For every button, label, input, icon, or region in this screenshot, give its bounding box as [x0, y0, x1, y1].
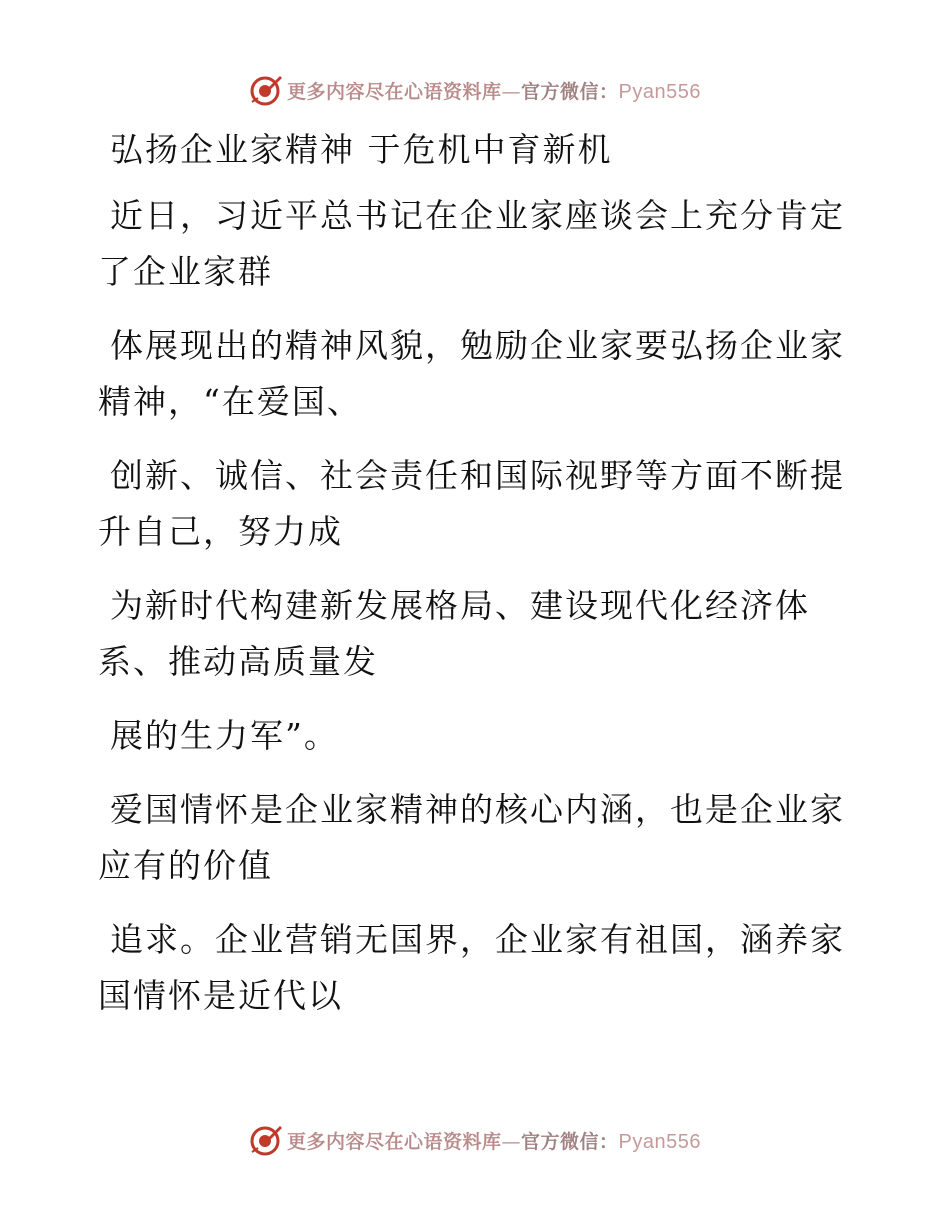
pen-logo-icon [249, 1123, 283, 1157]
paragraph-line: 精神，“在爱国、 [98, 382, 362, 421]
banner-wechat-id: Pyan556 [618, 1130, 701, 1153]
paragraph-line: 应有的价值 [98, 846, 273, 885]
paragraph-line: 爱国情怀是企业家精神的核心内涵，也是企业家 [110, 790, 845, 829]
banner-slogan: 更多内容尽在心语资料库 [287, 80, 502, 103]
paragraph-line: 体展现出的精神风貌，勉励企业家要弘扬企业家 [110, 326, 845, 365]
paragraph-line: 为新时代构建新发展格局、建设现代化经济体 [110, 586, 810, 625]
paragraph-line: 了企业家群 [98, 252, 273, 291]
banner-official-label: 官方微信： [521, 1130, 619, 1153]
header-banner [0, 70, 950, 110]
paragraph-line: 国情怀是近代以 [98, 976, 343, 1015]
banner-text [287, 77, 701, 104]
banner-separator: — [501, 1130, 522, 1153]
document-body [98, 122, 845, 1024]
paragraph-line: 展的生力军”。 [110, 716, 339, 755]
banner-text [287, 1127, 701, 1154]
banner-separator: — [501, 80, 522, 103]
document-title: 弘扬企业家精神 于危机中育新机 [110, 130, 613, 169]
banner-official-label: 官方微信： [521, 80, 619, 103]
paragraph-line: 追求。企业营销无国界，企业家有祖国，涵养家 [110, 920, 845, 959]
paragraph-line: 系、推动高质量发 [98, 642, 378, 681]
paragraph-line: 创新、诚信、社会责任和国际视野等方面不断提 [110, 456, 845, 495]
pen-logo-icon [249, 73, 283, 107]
paragraph-line: 近日，习近平总书记在企业家座谈会上充分肯定 [110, 196, 845, 235]
footer-banner [0, 1120, 950, 1160]
paragraph-line: 升自己，努力成 [98, 512, 343, 551]
banner-wechat-id: Pyan556 [618, 80, 701, 103]
banner-slogan: 更多内容尽在心语资料库 [287, 1130, 502, 1153]
